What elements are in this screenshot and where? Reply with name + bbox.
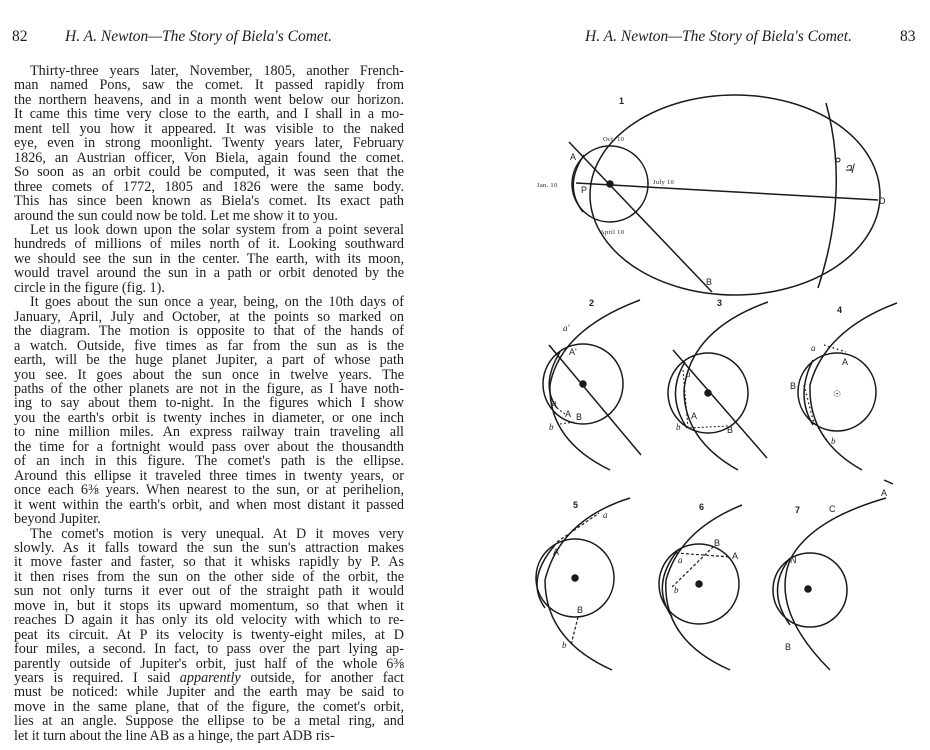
text-line: Thirty-three years later, November, 1805, another French-: [30, 63, 404, 79]
text-line: the diagram. The motion is opposite to that of the hands of: [14, 323, 404, 340]
fig6-number: 6: [699, 502, 705, 512]
fig7-label-A: A: [881, 488, 888, 498]
fig3-label-b: b: [676, 422, 681, 432]
fig5-label-a: a: [603, 510, 608, 520]
text-line: earth, will be the huge planet Jupiter, a part of whose path: [14, 352, 404, 369]
fig7-label-B: B: [785, 642, 792, 652]
comet-path: [545, 498, 630, 670]
fig4-number: 4: [837, 305, 843, 315]
jupiter-marker: [836, 158, 840, 162]
fig3-label-a-prime: a': [686, 369, 693, 379]
figure-3: [668, 302, 768, 470]
text-line: three comets of 1772, 1805 and 1826 were the same body.: [14, 178, 404, 195]
text-line: move in, but it stops its upward momentum, so that when it: [14, 597, 404, 614]
label-B: B: [706, 277, 713, 287]
text-line: let it turn about the line AB as a hinge, the part ADB ris-: [14, 727, 335, 744]
text-line: to nine million miles. An express railway train traveling all: [14, 424, 404, 441]
fig1-number: 1: [619, 96, 625, 106]
text-line: sun not only turns it ever out of the straight path it would: [14, 583, 404, 600]
fig4-label-A: A: [842, 357, 849, 367]
fig7-number: 7: [795, 505, 801, 515]
fig4-label-B: B: [790, 381, 797, 391]
fig2-label-b: b: [549, 422, 554, 432]
text-line: hundreds of millions of miles north of it. Looking southward: [14, 236, 404, 253]
sun-symbol-icon: ☉: [833, 389, 842, 399]
label-P: P: [581, 185, 588, 195]
text-line: lies at an angle. Suppose the ellipse to be a metal ring, and: [14, 713, 404, 730]
fig3-number: 3: [717, 298, 723, 308]
figure-4: [798, 303, 897, 470]
text-line: paths of the other planets are not in the figure, as I have noth-: [14, 380, 404, 397]
text-line: the northern heavens, and in a month went below our horizon.: [14, 91, 404, 108]
text-line: Around this ellipse it traveled three times in twenty years, or: [14, 467, 404, 484]
label-jan-10: Jan. 10: [537, 182, 558, 189]
sun-dot: [805, 586, 811, 592]
sun-dot: [705, 390, 711, 396]
text-line: of an inch in this figure. The comet's path is the ellipse.: [14, 453, 404, 470]
fig6-label-b: b: [674, 585, 679, 595]
text-line: Let us look down upon the solar system from a point several: [30, 221, 404, 238]
jupiter-orbit-arc: [818, 103, 836, 288]
text-line: peat its circuit. At P its velocity is twenty-eight miles, at D: [14, 626, 404, 643]
text-line: So soon as an orbit could be computed, it was seen that the: [14, 164, 404, 181]
line-AB: [549, 345, 641, 455]
text-line: move in the same plane, that of the figure, the comet's orbit,: [14, 698, 404, 715]
text-line: you the earth's orbit is twenty inches in diameter, or one inch: [14, 409, 404, 426]
text-line: you see. It goes about the sun once in twelve years. The: [14, 366, 404, 383]
text-line: 1826, an Austrian officer, Von Biela, again found the comet.: [14, 149, 404, 166]
fig4-label-b: b: [831, 436, 836, 446]
fig2-label-a: a: [552, 398, 557, 408]
fig6-label-A: A: [732, 551, 739, 561]
text-line: it move faster and faster, so that it whisks rapidly by P. As: [14, 554, 404, 571]
fig3-label-A: A: [691, 411, 698, 421]
fig2-label-A-prime: A': [569, 347, 577, 357]
left-running-title: H. A. Newton—The Story of Biela's Comet.: [65, 28, 332, 45]
text-line: The comet's motion is very unequal. At D it moves very: [30, 525, 404, 542]
comet-path: [785, 498, 886, 670]
text-line: the time for a fortnight would pass over about the thousandth: [14, 438, 404, 455]
text-line: It came this time very close to the earth, and I shall in a mo-: [14, 106, 404, 123]
label-A: A: [570, 152, 577, 162]
text-line: January, April, July and October, at the points so marked on: [14, 308, 404, 325]
text-line: slowly. As it falls toward the sun the sun's attraction makes: [14, 539, 404, 556]
text-line: It goes about the sun once a year, being, on the 10th days of: [30, 294, 404, 311]
right-page-number: 83: [900, 28, 916, 45]
text-line: beyond Jupiter.: [14, 511, 101, 528]
text-line: ing to say about them to-night. In the figures which I show: [14, 395, 404, 412]
fig7-label-C: C: [829, 504, 836, 514]
left-page-number: 82: [12, 28, 28, 45]
text-line: circle in the figure (fig. 1).: [14, 279, 165, 296]
fig3-label-B: B: [727, 425, 734, 435]
sun-dot: [696, 581, 702, 587]
label-july-10: July 10: [653, 179, 675, 186]
text-line: four miles, a second. In fact, to pass over the part lying ap-: [14, 641, 404, 658]
dashed-path: [672, 547, 731, 587]
text-line: a watch. Outside, five times as far from the sun as is the: [14, 337, 404, 354]
fig2-label-a-prime: a': [563, 323, 570, 333]
fig6-label-a: a: [678, 555, 683, 565]
fig5-number: 5: [573, 500, 579, 510]
text-line: once each 6⅜ years. When nearest to the sun, or at perihelion,: [14, 482, 404, 499]
fig7-label-N: N: [790, 555, 797, 565]
text-line: reaches D again it has only its old velocity with which to re-: [14, 612, 404, 629]
text-line: years is required. I said apparently outside, for another fact: [14, 670, 404, 687]
jupiter-symbol-icon: ♃: [843, 161, 855, 176]
text-line: eye, even in strong moonlight. Twenty years later, February: [14, 135, 404, 152]
text-line: must be noticed: while Jupiter and the earth may be said to: [14, 684, 404, 701]
label-oct-10: Oct. 10: [603, 136, 625, 143]
sun-dot: [572, 575, 578, 581]
label-april-10: April 10: [600, 229, 625, 236]
label-D: D: [879, 196, 886, 206]
text-line: ment tell you how it appeared. It was visible to the naked: [14, 120, 404, 137]
text-line: we should see the sun in the center. The earth, with its moon,: [14, 250, 404, 267]
sun-dot: [580, 381, 586, 387]
fig7-top-arc: [884, 480, 893, 484]
text-line: man named Pons, saw the comet. It passed rapidly from: [14, 77, 404, 94]
text-line: it went within the earth's orbit, and when most distant it passed: [14, 496, 404, 513]
fig5-label-A: A: [553, 547, 560, 557]
fig4-label-a: a: [811, 343, 816, 353]
fig2-number: 2: [589, 298, 595, 308]
text-line: This has since been known as Biela's comet. Its exact path: [14, 193, 404, 210]
fig5-label-b: b: [562, 640, 567, 650]
figure-2: [543, 300, 641, 470]
fig2-label-A: A: [565, 409, 572, 419]
fig6-label-B: B: [714, 538, 721, 548]
fig2-label-B: B: [576, 412, 583, 422]
figure-1: [569, 95, 880, 295]
text-line: around the sun could now be told. Let me show it to you.: [14, 207, 338, 224]
text-line: it then rises from the sun on the other side of the orbit, the: [14, 568, 404, 585]
line-AB: [673, 350, 767, 458]
comet-path: [810, 303, 897, 470]
text-line: would travel around the sun in a path or orbit denoted by the: [14, 265, 404, 282]
figure-6: [659, 505, 742, 670]
sun-dot: [607, 181, 613, 187]
figure-5: [536, 498, 630, 670]
right-running-title: H. A. Newton—The Story of Biela's Comet.: [585, 28, 852, 45]
text-line: parently outside of Jupiter's orbit, just half of the whole 6⅜: [14, 655, 404, 672]
fig5-label-B: B: [577, 605, 584, 615]
